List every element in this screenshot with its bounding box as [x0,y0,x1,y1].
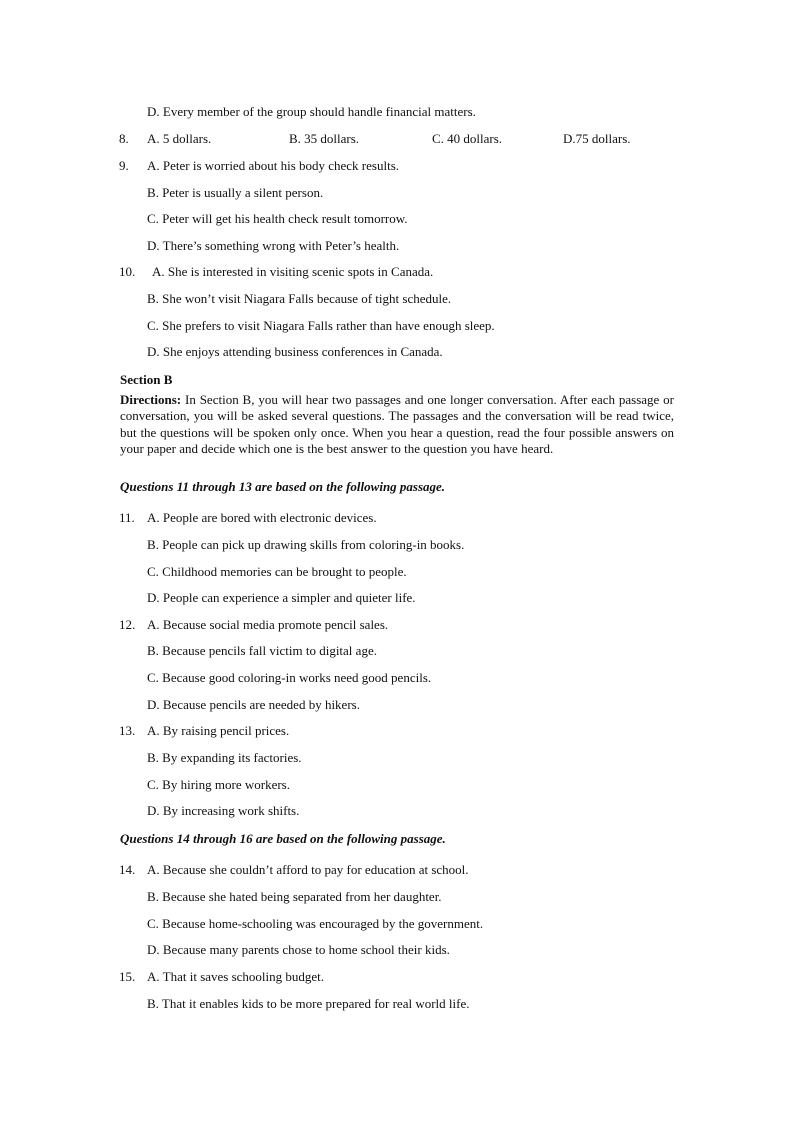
q14-option-a: A. Because she couldn’t afford to pay for education at school. [147,862,469,877]
q15-option-a: A. That it saves schooling budget. [147,969,325,984]
q13-option-a: A. By raising pencil prices. [147,723,290,738]
q8-option-a: A. 5 dollars. [147,131,212,146]
q12-option-b: B. Because pencils fall victim to digital age. [147,643,377,658]
q15-option-b: B. That it enables kids to be more prepared for real world life. [147,996,470,1011]
q12-number: 12. [119,617,136,632]
q8-number: 8. [119,131,129,146]
section-b-directions [120,392,674,457]
q13-number: 13. [119,723,136,738]
directions-label: Directions: [120,392,182,407]
q10-option-a: A. She is interested in visiting scenic spots in Canada. [152,264,434,279]
q8-option-c: C. 40 dollars. [432,131,503,146]
q8-option-b: B. 35 dollars. [289,131,360,146]
q13-option-c: C. By hiring more workers. [147,777,290,792]
q11-number: 11. [119,510,135,525]
q13-option-d: D. By increasing work shifts. [147,803,300,818]
q9-number: 9. [119,158,129,173]
q14-option-d: D. Because many parents chose to home school their kids. [147,942,450,957]
q14-number: 14. [119,862,136,877]
q14-option-b: B. Because she hated being separated from her daughter. [147,889,442,904]
q11-option-a: A. People are bored with electronic devices. [147,510,377,525]
q9-option-d: D. There’s something wrong with Peter’s health. [147,238,400,253]
q11-option-c: C. Childhood memories can be brought to people. [147,564,407,579]
section-b-title: Section B [120,372,173,387]
q12-option-c: C. Because good coloring-in works need good pencils. [147,670,432,685]
q11-option-d: D. People can experience a simpler and quieter life. [147,590,416,605]
q10-option-c: C. She prefers to visit Niagara Falls rather than have enough sleep. [147,318,495,333]
q13-option-b: B. By expanding its factories. [147,750,302,765]
passage-heading-14-16: Questions 14 through 16 are based on the following passage. [120,831,446,846]
q12-option-d: D. Because pencils are needed by hikers. [147,697,360,712]
q9-option-a: A. Peter is worried about his body check results. [147,158,400,173]
passage-heading-11-13: Questions 11 through 13 are based on the following passage. [120,479,446,494]
q8-option-d: D.75 dollars. [563,131,631,146]
q10-option-b: B. She won’t visit Niagara Falls because of tight schedule. [147,291,452,306]
q14-option-c: C. Because home-schooling was encouraged by the government. [147,916,484,931]
q11-option-b: B. People can pick up drawing skills from coloring-in books. [147,537,465,552]
directions-text: In Section B, you will hear two passages and one longer conversation. After each passage or conversation, you will be asked several questions. The passages and the conversation will be read twice, but the questions will be spoken only once. When you hear a question, read the four possible answers on your paper and decide which one is the best answer to the question you have heard. [120,392,674,456]
q9-option-c: C. Peter will get his health check result tomorrow. [147,211,408,226]
q9-option-b: B. Peter is usually a silent person. [147,185,324,200]
q7-option-d: D. Every member of the group should handle financial matters. [147,104,476,119]
q10-option-d: D. She enjoys attending business conferences in Canada. [147,344,443,359]
q15-number: 15. [119,969,136,984]
q12-option-a: A. Because social media promote pencil sales. [147,617,389,632]
q10-number: 10. [119,264,136,279]
